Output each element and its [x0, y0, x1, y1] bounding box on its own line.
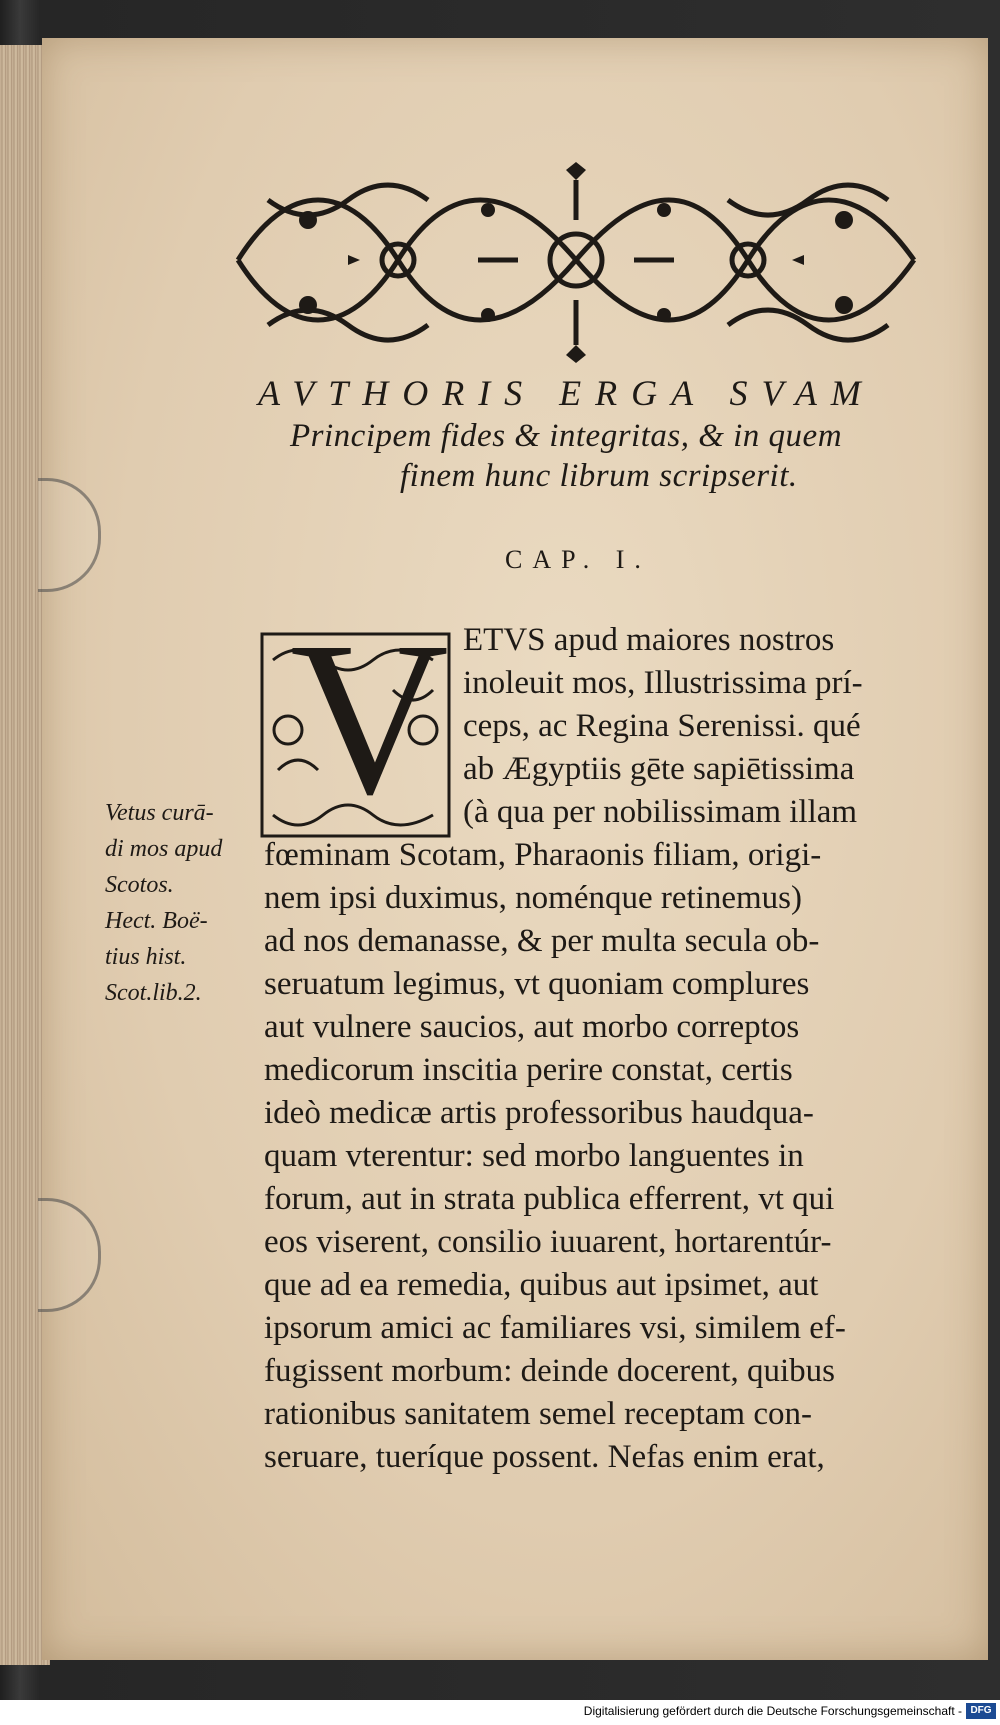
margin-note-line: Scot.lib.2. — [105, 980, 202, 1006]
ornament-headpiece — [228, 160, 924, 365]
body-line: aut vulnere saucios, aut morbo correptos — [264, 1009, 800, 1045]
body-line: fœminam Scotam, Pharaonis filiam, origi- — [264, 837, 822, 873]
body-line: rationibus sanitatem semel receptam con- — [264, 1396, 812, 1432]
initial-letter: V — [290, 596, 449, 840]
body-line: fugissent morbum: deinde docerent, quibus — [264, 1353, 835, 1389]
body-line: eos viserent, consilio iuuarent, hortarentúr- — [264, 1224, 832, 1260]
body-line: ipsorum amici ac familiares vsi, similem ef- — [264, 1310, 846, 1346]
heading-line-3: finem hunc librum scripserit. — [400, 458, 798, 494]
body-line: seruare, tueríque possent. Nefas enim erat, — [264, 1439, 825, 1475]
chapter-heading: CAP. I. — [505, 545, 651, 574]
body-line: que ad ea remedia, quibus aut ipsimet, aut — [264, 1267, 819, 1303]
body-line: ideò medicæ artis professoribus haudqua- — [264, 1095, 814, 1131]
body-line: inoleuit mos, Illustrissima prí- — [463, 665, 863, 701]
footer-credit: Digitalisierung gefördert durch die Deutsche Forschungsgemeinschaft - — [583, 1704, 962, 1718]
clip-icon — [38, 1198, 101, 1312]
dfg-logo-icon: DFG — [966, 1703, 996, 1719]
clip-icon — [38, 478, 101, 592]
body-line: medicorum inscitia perire constat, certis — [264, 1052, 793, 1088]
body-line: ETVS apud maiores nostros — [463, 622, 835, 658]
margin-note-line: tius hist. — [105, 944, 187, 970]
body-line: ad nos demanasse, & per multa secula ob- — [264, 923, 820, 959]
body-line: ab Ægyptiis gēte sapiētissima — [463, 751, 855, 787]
margin-note-line: Vetus curā- — [105, 800, 214, 826]
body-line: seruatum legimus, vt quoniam complures — [264, 966, 810, 1002]
body-line: quam vterentur: sed morbo languentes in — [264, 1138, 804, 1174]
margin-note-line: di mos apud — [105, 836, 223, 862]
body-line: (à qua per nobilissimam illam — [463, 794, 858, 830]
heading-line-1: AVTHORIS ERGA SVAM — [258, 373, 875, 413]
body-line: forum, aut in strata publica efferrent, vt qui — [264, 1181, 835, 1217]
decorated-initial — [258, 596, 453, 840]
body-line: nem ipsi duximus, noménque retinemus) — [264, 880, 803, 916]
body-line: ceps, ac Regina Serenissi. qué — [463, 708, 861, 744]
margin-note-line: Hect. Boë- — [105, 908, 208, 934]
margin-note-line: Scotos. — [105, 872, 174, 898]
heading-line-2: Principem fides & integritas, & in quem — [290, 418, 843, 454]
